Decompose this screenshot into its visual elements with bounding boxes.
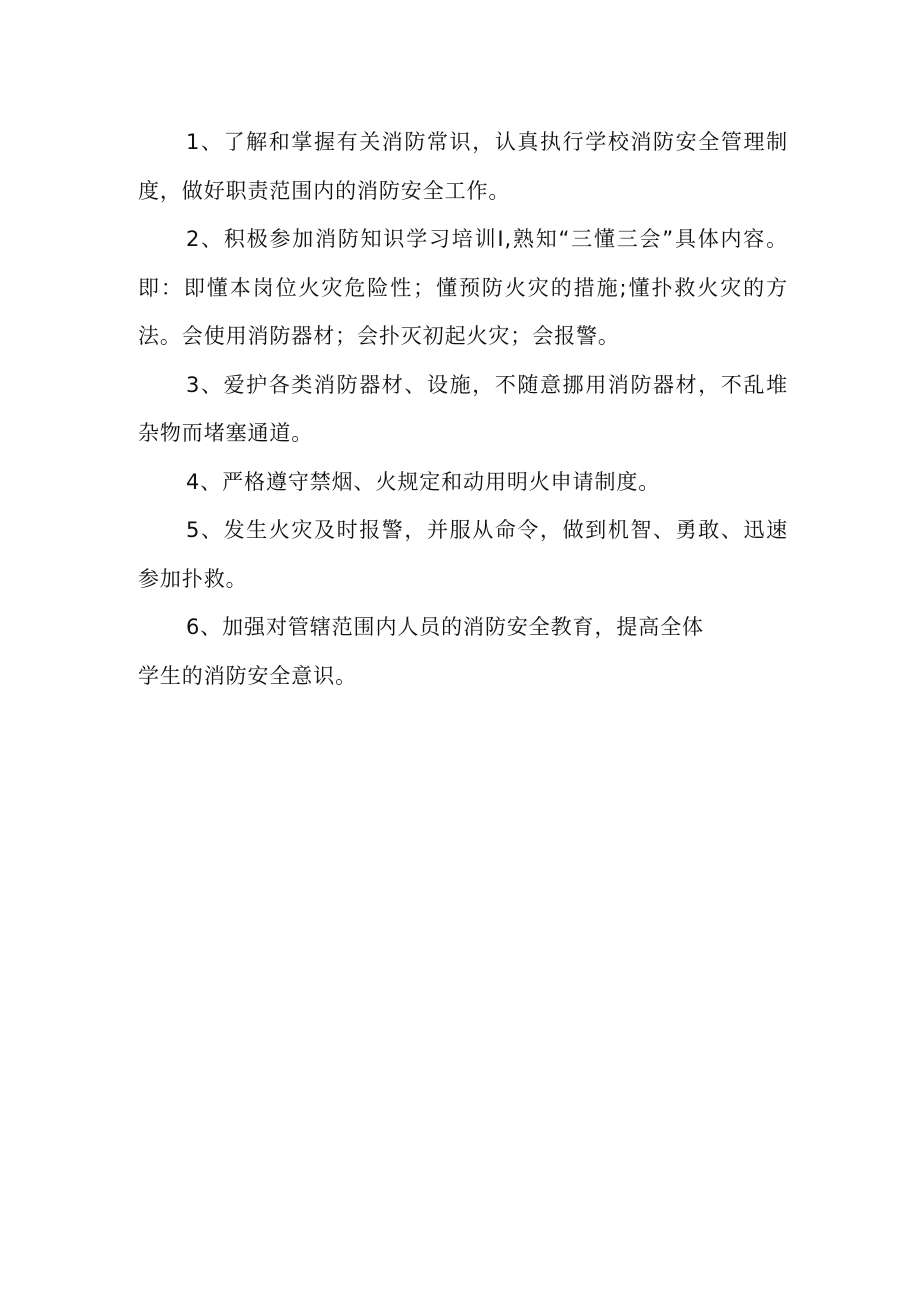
document-body <box>138 118 788 700</box>
paragraph-1: 1、了解和掌握有关消防常识，认真执行学校消防安全管理制度，做好职责范围内的消防安全工作。 <box>138 130 788 203</box>
paragraph-3: 3、爱护各类消防器材、设施，不随意挪用消防器材，不乱堆杂物而堵塞通道。 <box>138 372 788 445</box>
paragraph-6-line-2: 学生的消防安全意识。 <box>138 663 357 688</box>
paragraph-4: 4、严格遵守禁烟、火规定和动用明火申请制度。 <box>186 469 661 494</box>
paragraph-2: 2、积极参加消防知识学习培训I,熟知“三懂三会”具体内容。即：即懂本岗位火灾危险性；懂预防火灾的措施;懂扑救火灾的方法。会使用消防器材；会扑灭初起火灾；会报警。 <box>138 227 788 348</box>
paragraph-6 <box>138 603 788 700</box>
paragraph-5: 5、发生火灾及时报警，并服从命令，做到机智、勇敢、迅速参加扑救。 <box>138 518 788 591</box>
paragraph-6-line-1: 6、加强对管辖范围内人员的消防安全教育，提高全体 <box>186 615 704 639</box>
